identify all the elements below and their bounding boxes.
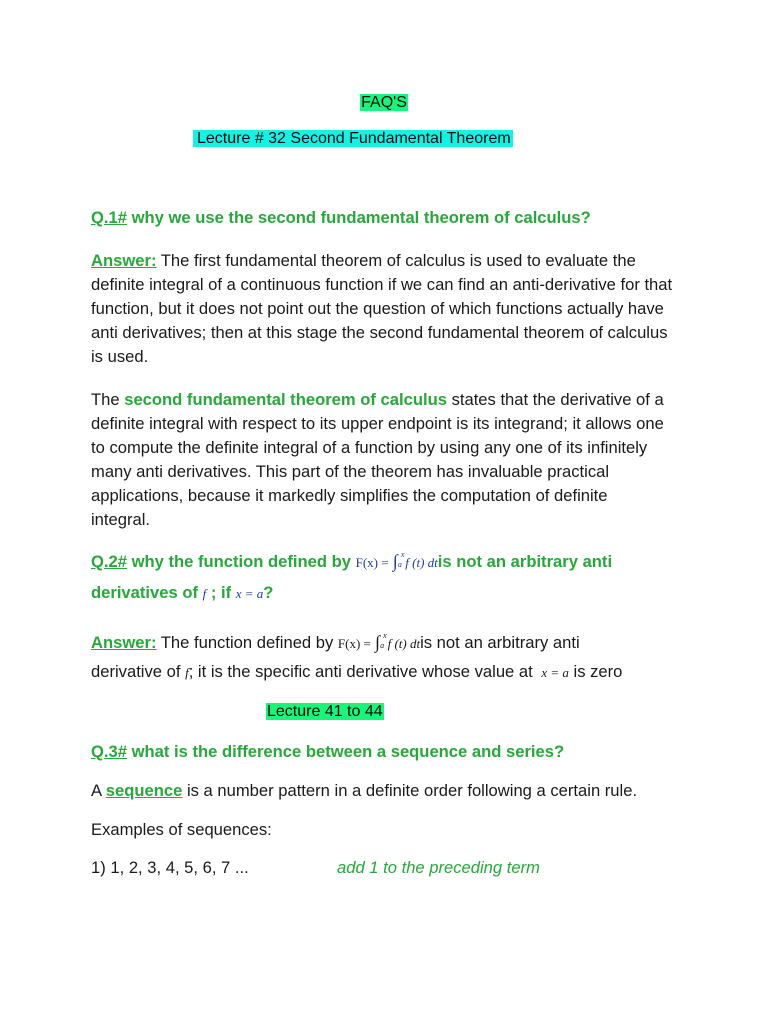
q2-question-line2 — [91, 581, 691, 606]
q2-question-pre: why the function defined by — [126, 552, 356, 571]
lecture-32-heading: Lecture # 32 Second Fundamental Theorem — [193, 130, 513, 147]
theorem-paragraph — [91, 388, 671, 532]
q2-answer-line2-pre: derivative of — [91, 662, 186, 681]
q2-formula — [355, 550, 438, 571]
q2-line2-pre: derivatives of — [91, 583, 203, 602]
seq-pre: A — [91, 781, 106, 800]
sequence-definition — [91, 779, 691, 803]
para2-bold: second fundamental theorem of calculus — [124, 390, 447, 409]
lecture-heading-line — [193, 130, 513, 148]
q2-question-line1 — [91, 549, 711, 575]
q2-x-eq-a: x = a — [235, 586, 264, 601]
faq-heading-line — [0, 94, 768, 112]
faq-heading: FAQ'S — [361, 94, 407, 111]
examples-heading: Examples of sequences: — [91, 820, 272, 839]
sequence-term: sequence — [105, 781, 183, 800]
q2-line2-end: ? — [263, 583, 274, 602]
q2-answer-x-eq-a: x = a — [541, 665, 569, 680]
q2-lower-limit: a — [397, 560, 402, 569]
q2-answer-integrand: f (t) dt — [387, 636, 421, 651]
q2-answer-formula — [337, 631, 421, 652]
integral-sign-icon: ∫ x a — [393, 549, 398, 573]
q2-formula-lhs: F(x) = — [355, 555, 389, 570]
q3-question — [91, 740, 691, 764]
q2-upper-limit: x — [400, 550, 405, 559]
example-1: 1) 1, 2, 3, 4, 5, 6, 7 ... — [91, 858, 249, 877]
q1-question — [91, 206, 691, 230]
q2-integrand: f (t) dt — [405, 555, 438, 570]
q2-answer-formula-lhs: F(x) = — [337, 636, 371, 651]
seq-post: is a number pattern in a definite order following a certain rule. — [182, 781, 638, 800]
para2-pre: The — [91, 390, 125, 409]
lecture-41-heading: Lecture 41 to 44 — [267, 703, 383, 720]
para2-post: states that the derivative of a definite integral with respect to its upper endpoint is its integrand; it allows one to compute the definite integral of a function by using any one of its infinitely many anti derivatives. This part of the theorem has invaluable practical applications, because it markedly simplifies the computation of definite integral. — [91, 390, 664, 529]
q2-question-mid: is not an arbitrary anti — [437, 552, 613, 571]
q1-label: Q.1# — [91, 208, 127, 227]
q2-answer-upper-limit: x — [383, 631, 387, 640]
q3-question-text: what is the difference between a sequence and series? — [126, 742, 565, 761]
q2-answer-pre: The function defined by — [156, 633, 338, 652]
q1-answer-label: Answer: — [91, 251, 157, 270]
q2-answer-label: Answer: — [91, 633, 157, 652]
q1-answer — [91, 249, 681, 369]
q2-answer-line2-mid: ; it is the specific anti derivative whose value at — [188, 662, 538, 681]
integral-sign-icon: ∫ x a — [375, 630, 380, 654]
example-1-rule: add 1 to the preceding term — [337, 858, 540, 877]
q1-answer-text: The first fundamental theorem of calculus is used to evaluate the definite integral of a continuous function if we can find an anti-derivative for that function, but it does not point out the question of which functions actually have anti derivatives; then at this stage the second fundamental theorem of calculus is used. — [91, 251, 673, 366]
lecture-41-heading-line — [266, 703, 384, 721]
q2-label: Q.2# — [91, 552, 127, 571]
q2-answer-lower-limit: a — [380, 641, 385, 650]
q3-label: Q.3# — [91, 742, 127, 761]
q2-line2-mid: ; if — [206, 583, 236, 602]
q2-answer-f-symbol: f — [185, 665, 189, 680]
q2-answer-line2 — [91, 660, 711, 685]
q2-answer-line1 — [91, 630, 711, 656]
q2-answer-line2-end: is zero — [568, 662, 623, 681]
q1-question-text: why we use the second fundamental theorem of calculus? — [126, 208, 591, 227]
q2-answer-mid: is not an arbitrary anti — [420, 633, 580, 652]
q2-f-symbol: f — [202, 586, 207, 601]
